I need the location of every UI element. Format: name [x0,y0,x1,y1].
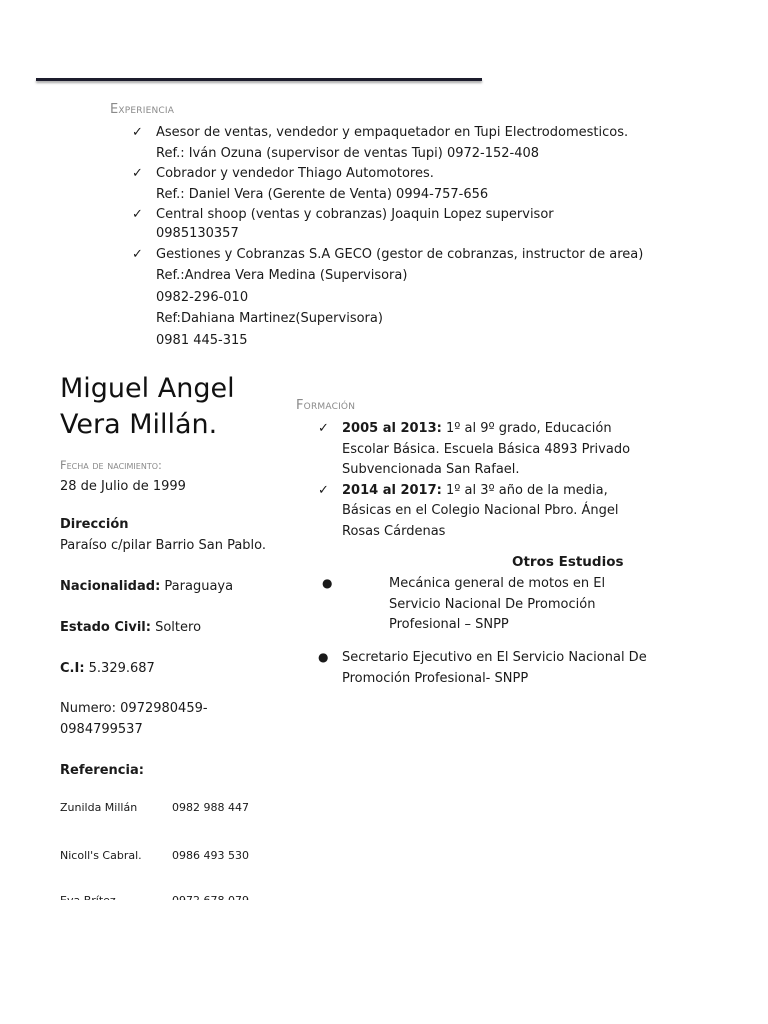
experiencia-list [132,123,652,351]
experiencia-ref: Ref:Dahiana Martinez(Supervisora) [156,311,383,326]
address-value: Paraíso c/pilar Barrio San Pablo. [60,538,267,553]
page-bottom-mask [0,900,768,1024]
name-line-2: Vera Millán. [60,409,218,440]
formacion-list [318,419,658,542]
experiencia-job: Asesor de ventas, vendedor y empaquetador en Tupi Electrodomesticos. [156,125,629,140]
experiencia-heading: Experiencia [110,102,175,117]
formacion-years: 2014 al 2017: [342,482,442,498]
numero-line-2: 0984799537 [60,722,143,737]
experiencia-item [132,245,652,266]
otros-estudios-item: Secretario Ejecutivo en El Servicio Nacional De Promoción Profesional- SNPP [342,650,647,686]
civil-label: Estado Civil: [60,620,151,635]
experiencia-ref: Ref.: Daniel Vera (Gerente de Venta) 0994-757-656 [156,186,489,202]
referencia-name: Zunilda Millán [60,801,138,814]
referencia-phone: 0986 493 530 [172,849,249,862]
formacion-item [318,481,658,543]
numero-block [60,698,208,740]
checkmark-icon: ✓ [132,207,143,222]
formacion-heading: Formación [296,398,356,413]
checkmark-icon: ✓ [132,246,143,262]
experiencia-item [132,123,652,144]
bullet-icon: ● [318,650,329,664]
experiencia-job: Central shoop (ventas y cobranzas) Joaquin Lopez supervisor [156,207,554,222]
referencia-phone: 0982 988 447 [172,801,249,814]
birth-label: Fecha de nacimiento: [60,458,162,472]
experiencia-ref: 0982-296-010 [156,289,249,305]
numero-line-1: Numero: 0972980459- [60,701,208,716]
referencia-row [60,801,249,814]
candidate-name [60,371,235,443]
checkmark-icon: ✓ [318,482,329,498]
experiencia-ref: 0985130357 [156,225,239,241]
nationality-value: Paraguaya [164,579,234,594]
civil-row [60,617,201,638]
referencia-name: Nicoll's Cabral. [60,849,142,862]
experiencia-ref: Ref.:Andrea Vera Medina (Supervisora) [156,268,408,283]
nationality-label: Nacionalidad: [60,579,161,594]
formacion-item [318,419,658,481]
otros-estudios-title: Otros Estudios [512,554,624,570]
experiencia-item [132,205,652,226]
civil-value: Soltero [155,620,202,635]
ci-value: 5.329.687 [88,661,155,676]
experiencia-ref: 0981 445-315 [156,332,248,348]
checkmark-icon: ✓ [132,166,143,181]
ci-label: C.I: [60,661,85,676]
formacion-text: 1º al 3º año de la media, Básicas en el Colegio Nacional Pbro. Ángel Rosas Cárdenas [342,482,619,539]
name-line-1: Miguel Angel [60,373,235,404]
ci-row [60,658,155,679]
address-label: Dirección [60,517,129,532]
birth-value: 28 de Julio de 1999 [60,479,186,494]
referencia-row [60,849,249,862]
experiencia-ref: Ref.: Iván Ozuna (supervisor de ventas Tupi) 0972-152-408 [156,145,540,161]
checkmark-icon: ✓ [318,421,329,436]
checkmark-icon: ✓ [132,125,143,140]
experiencia-job: Gestiones y Cobranzas S.A GECO (gestor de cobranzas, instructor de area) [156,246,644,262]
nationality-row [60,576,233,597]
formacion-text: 1º al 9º grado, Educación Escolar Básica. Escuela Básica 4893 Privado Subvencionada San Rafael. [342,421,631,477]
experiencia-job: Cobrador y vendedor Thiago Automotores. [156,166,434,181]
bullet-icon: ● [322,576,333,590]
formacion-years: 2005 al 2013: [342,421,442,436]
referencia-label: Referencia: [60,763,144,778]
experiencia-item [132,164,652,185]
header-divider [36,78,482,81]
otros-estudios-item: Mecánica general de motos en El Servicio Nacional De Promoción Profesional – SNPP [389,576,606,632]
